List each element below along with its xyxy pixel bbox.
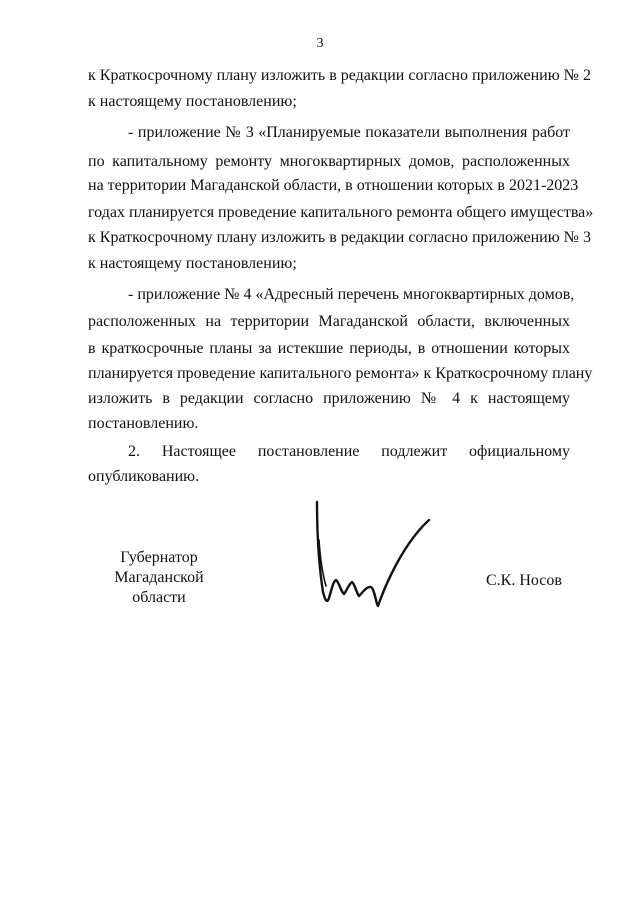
position-line-2: Магаданской области — [114, 569, 204, 606]
handwritten-signature-icon — [305, 500, 435, 620]
text-line-13: изложить в редакции согласно приложению № 4 к настоящему — [88, 390, 570, 407]
text-line-5: на территории Магаданской области, в отношении которых в 2021-2023 — [88, 177, 579, 194]
text-line-8: к настоящему постановлению; — [88, 255, 297, 272]
text-line-16: опубликованию. — [88, 468, 200, 485]
text-line-12: планируется проведение капитального ремонта» к Краткосрочному плану — [88, 365, 593, 382]
page-number: 3 — [316, 36, 324, 51]
signatory-name: С.К. Носов — [486, 572, 562, 589]
text-line-4: по капитальному ремонту многоквартирных домов, расположенных — [88, 153, 570, 170]
position-line-1: Губернатор — [120, 549, 198, 566]
text-line-14: постановлению. — [88, 415, 199, 432]
text-line-7: к Краткосрочному плану изложить в редакции согласно приложению № 3 — [88, 229, 591, 246]
signatory-position — [88, 548, 230, 608]
text-line-11: в краткосрочные планы за истекшие периоды, в отношении которых — [88, 340, 570, 357]
text-line-10: расположенных на территории Магаданской области, включенных — [88, 313, 570, 330]
text-line-15: 2. Настоящее постановление подлежит официальному — [128, 443, 570, 460]
text-line-2: к настоящему постановлению; — [88, 93, 297, 110]
text-line-1: к Краткосрочному плану изложить в редакции согласно приложению № 2 — [88, 67, 591, 84]
text-line-6: годах планируется проведение капитального ремонта общего имущества» — [88, 204, 594, 221]
text-line-3: - приложение № 3 «Планируемые показатели выполнения работ — [128, 124, 570, 141]
text-line-9: - приложение № 4 «Адресный перечень многоквартирных домов, — [128, 286, 575, 303]
